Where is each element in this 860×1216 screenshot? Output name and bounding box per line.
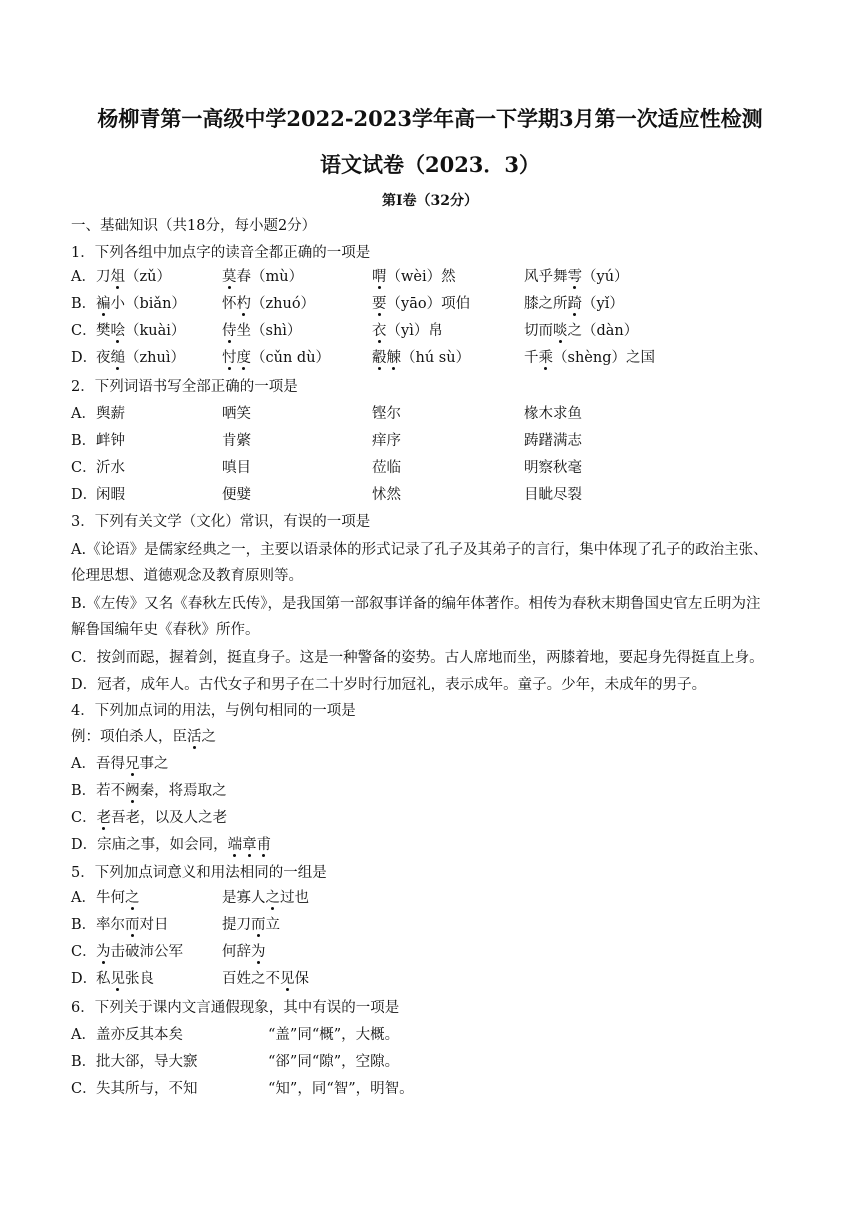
q3-text-line: C．按剑而跽，握着剑，挺直身子。这是一种警备的姿势。古人席地而坐，两膝着地，要起身先得挺直上身。 xyxy=(71,650,764,666)
q5-a-item-2: 是寡人之过也 xyxy=(222,890,309,906)
q2-cell: 怵然 xyxy=(372,487,401,503)
option-label: C． xyxy=(71,944,97,960)
q2-cell: 肯綮 xyxy=(222,433,251,449)
q4-example: 例：项伯杀人，臣活之 xyxy=(71,729,216,745)
option-label: C． xyxy=(71,323,97,339)
q1-c-item-2: 侍坐（shì） xyxy=(222,323,302,339)
option-label: A． xyxy=(71,1027,96,1043)
volume-header: 第Ⅰ卷（32分） xyxy=(381,193,479,209)
q6-cell: 盖亦反其本矣 xyxy=(96,1027,183,1043)
q5-b-item-1: 率尔而对日 xyxy=(96,917,169,933)
q3-text-line: D．冠者，成年人。古代女子和男子在二十岁时行加冠礼，表示成年。童子。少年，未成年的男子。 xyxy=(71,677,707,693)
q1-a-item-2: 莫春（mù） xyxy=(222,269,304,285)
q2-cell: 明察秋毫 xyxy=(524,460,582,476)
q2-cell: 衅钟 xyxy=(96,433,125,449)
option-label: A． xyxy=(71,269,96,285)
q2-cell: 铿尔 xyxy=(372,406,401,422)
exam-subtitle: 语文试卷（2023．3） xyxy=(319,152,541,177)
option-label: A． xyxy=(71,890,96,906)
q1-a-item-4: 风乎舞雩（yú） xyxy=(524,269,629,285)
q2-cell: 莅临 xyxy=(372,460,401,476)
question-2-stem: 2．下列词语书写全部正确的一项是 xyxy=(71,379,298,395)
q1-c-item-4: 切而啖之（dàn） xyxy=(524,323,639,339)
q1-a-item-1: 刀俎（zǔ） xyxy=(96,269,171,285)
question-5-stem: 5．下列加点词意义和用法相同的一组是 xyxy=(71,865,327,881)
q4-option-d: D．宗庙之事，如会同，端章甫 xyxy=(71,837,272,853)
q2-cell: 嗔目 xyxy=(222,460,251,476)
q2-cell: 目眦尽裂 xyxy=(524,487,582,503)
option-label: A． xyxy=(71,406,96,422)
q1-d-item-3: 觳觫（hú sù） xyxy=(372,350,471,366)
q3-text-line: 伦理思想、道德观念及教育原则等。 xyxy=(71,568,303,584)
q2-cell: 痒序 xyxy=(372,433,401,449)
q6-cell: 批大郤，导大窾 xyxy=(96,1054,198,1070)
q6-cell: 失其所与，不知 xyxy=(96,1081,198,1097)
q2-cell: 踌躇满志 xyxy=(524,433,582,449)
q5-c-item-1: 为击破沛公军 xyxy=(96,944,183,960)
q5-a-item-1: 牛何之 xyxy=(96,890,140,906)
option-label: B． xyxy=(71,296,97,312)
question-3-stem: 3．下列有关文学（文化）常识，有误的一项是 xyxy=(71,514,371,530)
q5-b-item-2: 提刀而立 xyxy=(222,917,280,933)
q1-b-item-4: 膝之所踦（yǐ） xyxy=(524,296,624,312)
q1-d-item-1: 夜缒（zhuì） xyxy=(96,350,185,366)
q3-text-line: B.《左传》又名《春秋左氏传》，是我国第一部叙事详备的编年体著作。相传为春秋末期鲁国史官左丘明为注 xyxy=(71,596,761,612)
option-label: D． xyxy=(71,487,98,503)
option-label: C． xyxy=(71,460,97,476)
q1-a-item-3: 喟（wèi）然 xyxy=(372,269,456,285)
q5-c-item-2: 何辞为 xyxy=(222,944,266,960)
q2-cell: 椽木求鱼 xyxy=(524,406,582,422)
q1-b-item-2: 怀杓（zhuó） xyxy=(222,296,316,312)
q4-option-a: A．吾得兄事之 xyxy=(71,756,169,772)
q1-b-item-1: 褊小（biǎn） xyxy=(96,296,186,312)
option-label: D． xyxy=(71,350,98,366)
q1-c-item-3: 衣（yì）帛 xyxy=(372,323,443,339)
q2-cell: 便嬖 xyxy=(222,487,251,503)
q2-cell: 哂笑 xyxy=(222,406,251,422)
q4-option-c: C．老吾老，以及人之老 xyxy=(71,810,228,826)
question-4-stem: 4．下列加点词的用法，与例句相同的一项是 xyxy=(71,703,356,719)
question-6-stem: 6．下列关于课内文言通假现象，其中有误的一项是 xyxy=(71,1000,400,1016)
exam-title: 杨柳青第一高级中学2022-2023学年高一下学期3月第一次适应性检测 xyxy=(97,106,763,131)
section-heading: 一、基础知识（共18分，每小题2分） xyxy=(71,218,317,234)
question-1-stem: 1．下列各组中加点字的读音全都正确的一项是 xyxy=(71,245,371,261)
q5-d-item-2: 百姓之不见保 xyxy=(222,971,309,987)
q6-cell: “知”，同“智”，明智。 xyxy=(268,1081,414,1097)
q3-text-line: A.《论语》是儒家经典之一，主要以语录体的形式记录了孔子及其弟子的言行，集中体现了孔子的政治主张、 xyxy=(71,542,768,558)
q6-cell: “盖”同“概”，大概。 xyxy=(268,1027,400,1043)
option-label: B． xyxy=(71,433,97,449)
q2-cell: 舆薪 xyxy=(96,406,125,422)
q1-d-item-4: 千乘（shèng）之国 xyxy=(524,350,655,366)
q3-text-line: 解鲁国编年史《春秋》所作。 xyxy=(71,622,260,638)
option-label: B． xyxy=(71,1054,97,1070)
option-label: D． xyxy=(71,971,98,987)
option-label: C． xyxy=(71,1081,97,1097)
q1-c-item-1: 樊哙（kuài） xyxy=(96,323,186,339)
q4-option-b: B．若不阙秦，将焉取之 xyxy=(71,783,227,799)
q5-d-item-1: 私见张良 xyxy=(96,971,154,987)
option-label: B． xyxy=(71,917,97,933)
q1-b-item-3: 要（yāo）项伯 xyxy=(372,296,471,312)
q2-cell: 沂水 xyxy=(96,460,125,476)
q6-cell: “郤”同“隙”，空隙。 xyxy=(268,1054,400,1070)
q2-cell: 闲暇 xyxy=(96,487,125,503)
q1-d-item-2: 忖度（cǔn dù） xyxy=(222,350,331,366)
